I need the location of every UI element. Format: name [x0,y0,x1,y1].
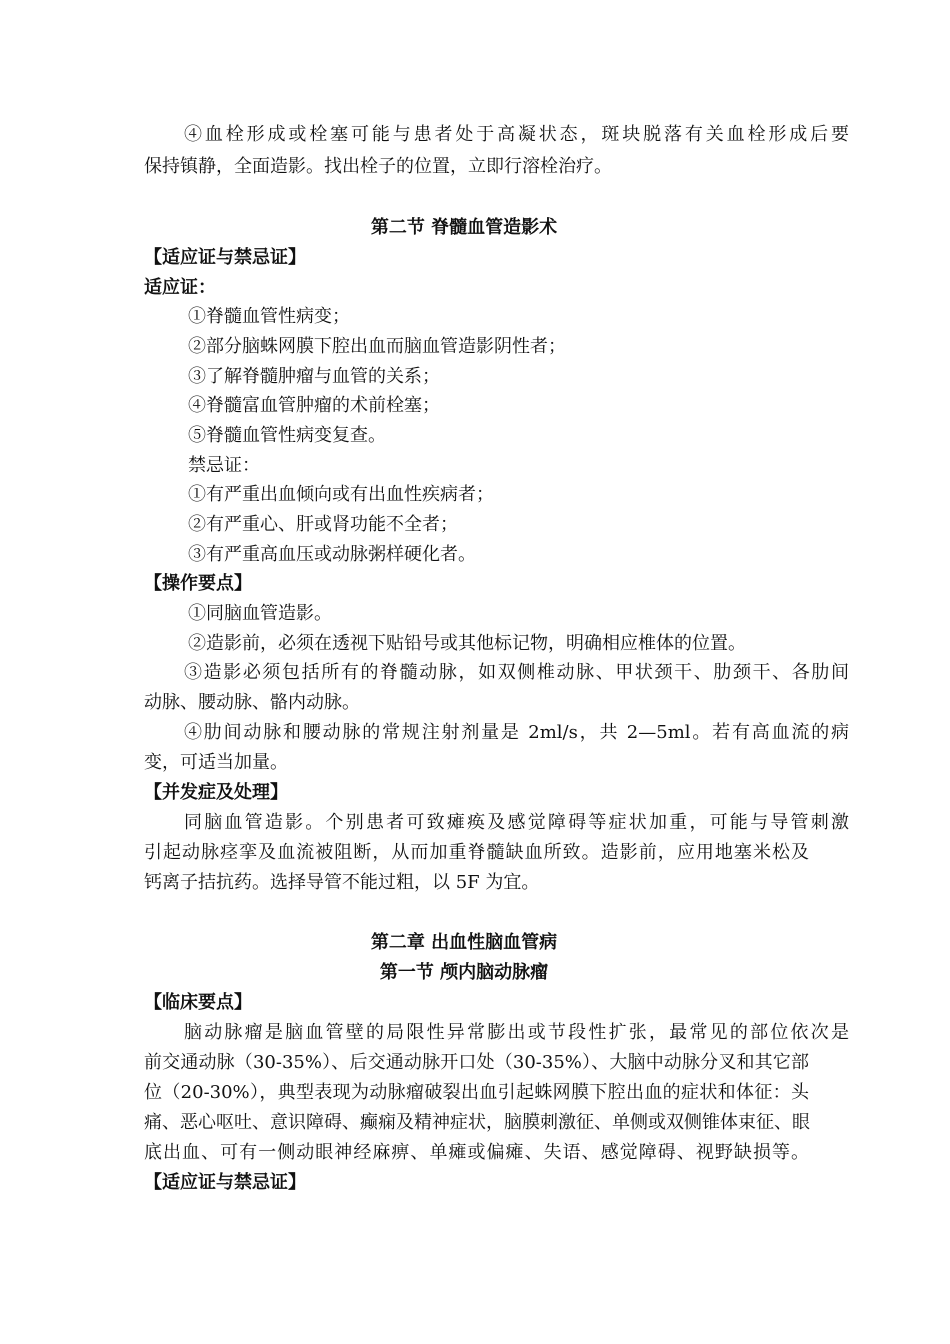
paragraph-line: 脑动脉瘤是脑血管壁的局限性异常膨出或节段性扩张，最常见的部位依次是 [184,1022,849,1043]
list-item: ⑤脊髓血管性病变复查。 [188,425,386,446]
list-item: ②部分脑蛛网膜下腔出血而脑血管造影阴性者； [188,336,566,357]
paragraph-line: 前交通动脉（30-35%）、后交通动脉开口处（30-35%）、大脑中动脉分叉和其它部 [144,1052,809,1073]
subsection-heading: 【并发症及处理】 [144,782,288,803]
list-item: ③了解脊髓肿瘤与血管的关系； [188,366,440,387]
paragraph-line: 底出血、可有一侧动眼神经麻痹、单瘫或偏瘫、失语、感觉障碍、视野缺损等。 [144,1142,809,1163]
subsection-heading: 【适应证与禁忌证】 [144,247,306,268]
subsection-heading: 【适应证与禁忌证】 [144,1172,306,1193]
subsection-heading: 【临床要点】 [144,992,252,1013]
chapter-heading: 第二章 出血性脑血管病 [370,932,558,953]
list-heading: 适应证： [144,277,216,298]
list-item: ③造影必须包括所有的脊髓动脉，如双侧椎动脉、甲状颈干、肋颈干、各肋间 [184,662,849,683]
paragraph-line: 同脑血管造影。个别患者可致瘫痪及感觉障碍等症状加重，可能与导管刺激 [184,812,849,833]
paragraph-line: 变，可适当加量。 [144,752,288,773]
subsection-heading: 【操作要点】 [144,573,252,594]
paragraph-line: 痛、恶心呕吐、意识障碍、癫痫及精神症状，脑膜刺激征、单侧或双侧锥体束征、眼 [144,1112,810,1133]
paragraph-line: 动脉、腰动脉、骼内动脉。 [144,692,360,713]
paragraph-line: 位（20-30%），典型表现为动脉瘤破裂出血引起蛛网膜下腔出血的症状和体征：头 [144,1082,809,1103]
list-item: ①有严重出血倾向或有出血性疾病者； [188,484,494,505]
list-item: ①脊髓血管性病变； [188,306,350,327]
list-item: ④肋间动脉和腰动脉的常规注射剂量是 2ml/s，共 2—5ml。若有高血流的病 [184,722,849,743]
list-item: ④脊髓富血管肿瘤的术前栓塞； [188,395,440,416]
section-heading: 第一节 颅内脑动脉瘤 [379,962,549,983]
list-item: ②造影前，必须在透视下贴铅号或其他标记物，明确相应椎体的位置。 [188,633,746,654]
list-heading: 禁忌证： [188,455,260,476]
paragraph-line: 钙离子拮抗药。选择导管不能过粗，以 5F 为宜。 [144,872,540,893]
paragraph-line: 引起动脉痉挛及血流被阻断，从而加重脊髓缺血所致。造影前，应用地塞米松及 [144,842,809,863]
section-heading: 第二节 脊髓血管造影术 [370,217,558,238]
paragraph-line: ④血栓形成或栓塞可能与患者处于高凝状态，斑块脱落有关血栓形成后要 [184,124,849,145]
list-item: ③有严重高血压或动脉粥样硬化者。 [188,544,476,565]
list-item: ①同脑血管造影。 [188,603,332,624]
list-item: ②有严重心、肝或肾功能不全者； [188,514,458,535]
paragraph-line: 保持镇静，全面造影。找出栓子的位置，立即行溶栓治疗。 [144,156,612,177]
